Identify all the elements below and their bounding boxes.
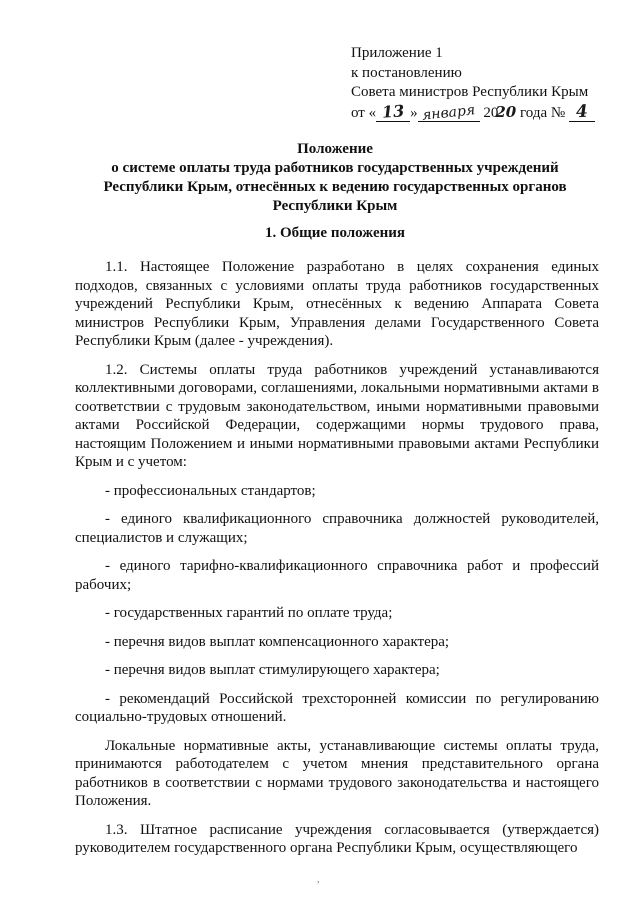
appendix-to-resolution: к постановлению	[351, 64, 462, 81]
paragraph-local-acts: Локальные нормативные акты, устанавливающие системы оплаты труда, принимаются работодателем с учетом мнения представительного органа работников в соответствии с нормами трудового законодательства и настоящего Положения.	[75, 737, 599, 809]
appendix-council: Совета министров Республики Крым	[351, 84, 589, 100]
list-item: - рекомендаций Российской трехсторонней комиссии по регулированию социально-трудовых отношений.	[75, 690, 599, 725]
appendix-title: Приложение 1	[351, 45, 443, 61]
year-prefix: 20	[483, 104, 499, 121]
handwritten-month: января	[421, 101, 476, 124]
paragraph-1-3: 1.3. Штатное расписание учреждения согласовывается (утверждается) руководителем государственного органа Республики Крым, осуществляющего	[75, 821, 599, 856]
date-mid: »	[410, 104, 418, 121]
title-line-3: Республики Крым, отнесённых к ведению государственных органов	[103, 179, 567, 195]
list-item: - профессиональных стандартов;	[105, 482, 316, 499]
date-prefix: от «	[351, 104, 377, 121]
date-day-field	[376, 100, 410, 122]
list-item: - единого тарифно-квалификационного справочника работ и профессий рабочих;	[75, 558, 599, 593]
document-title	[70, 140, 600, 216]
appendix-date-line	[351, 100, 621, 124]
title-line-2: о системе оплаты труда работников государственных учреждений	[111, 160, 559, 176]
document-body	[75, 258, 599, 868]
list-item: - перечня видов выплат стимулирующего характера;	[105, 662, 440, 678]
date-month-field	[418, 101, 480, 124]
paragraph-1-2: 1.2. Системы оплаты труда работников учреждений устанавливаются коллективными договорами, соглашениями, локальными нормативными актами в соответствии с трудовым законодательством, иными нормативными правовыми актами Российской Федерации, содержащими нормы трудового права, настоящим Положением и иными нормативными правовыми актами Республики Крым и с учетом:	[75, 361, 599, 470]
scan-speck: ,	[317, 874, 320, 885]
appendix-header	[351, 44, 621, 123]
handwritten-number: 4	[575, 101, 589, 122]
date-suffix: года №	[519, 104, 566, 121]
number-field	[569, 101, 595, 122]
list-item: - государственных гарантий по оплате труда;	[105, 605, 393, 621]
list-item: - единого квалификационного справочника должностей руководителей, специалистов и служащих;	[75, 511, 599, 546]
handwritten-year: 20	[495, 102, 517, 121]
paragraph-1-1: 1.1. Настоящее Положение разработано в целях сохранения единых подходов, связанных с условиями оплаты труда работников государственных учреждений Республики Крым, отнесённых к ведению Аппарата Совета министров Республики Крым, Управления делами Государственного Совета Республики Крым (далее - учреждения).	[75, 259, 599, 349]
title-line-1: Положение	[297, 141, 373, 157]
list-item: - перечня видов выплат компенсационного характера;	[105, 633, 450, 650]
section-heading: 1. Общие положения	[264, 225, 406, 241]
handwritten-day: 13	[381, 100, 405, 122]
title-line-4: Республики Крым	[272, 198, 398, 214]
